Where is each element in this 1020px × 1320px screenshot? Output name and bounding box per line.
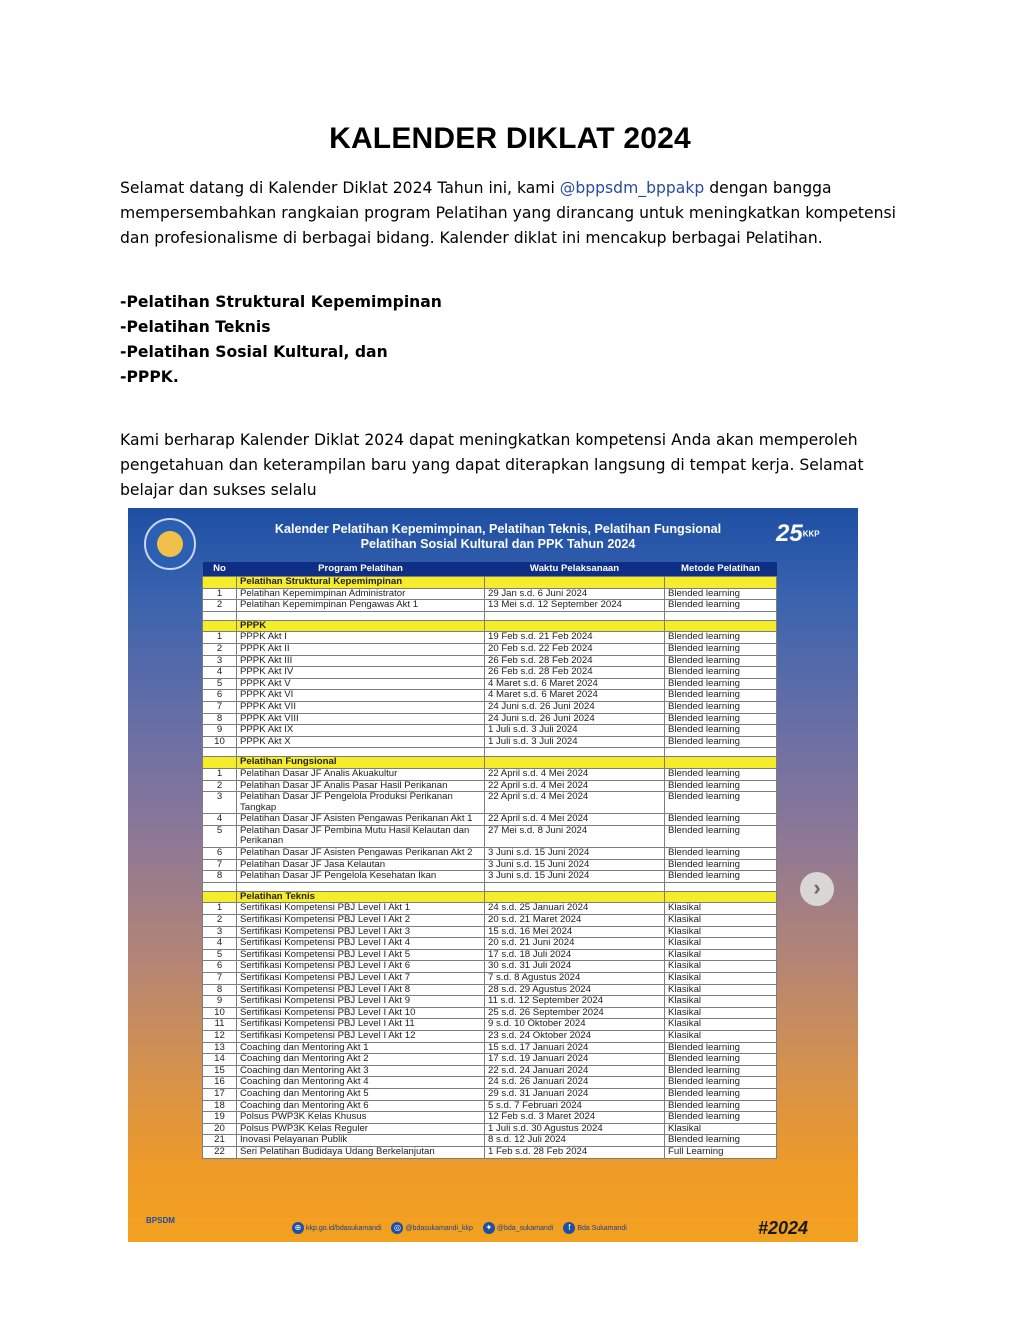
spacer-cell [237,748,485,757]
instagram-link[interactable]: @bdasukamandi_kkp [405,1224,473,1232]
program-name: Pelatihan Kepemimpinan Pengawas Akt 1 [237,600,485,612]
table-row [203,949,777,961]
section-header-row [203,620,777,632]
row-number: 8 [203,713,237,725]
table-row [203,713,777,725]
row-number: 8 [203,871,237,883]
spacer-cell [485,748,665,757]
table-row [203,1088,777,1100]
spacer-row [203,748,777,757]
row-number: 7 [203,701,237,713]
anniversary-25-logo [776,522,820,547]
schedule-date: 23 s.d. 24 Oktober 2024 [485,1030,665,1042]
section-cell [665,757,777,769]
training-method: Blended learning [665,768,777,780]
row-number: 3 [203,926,237,938]
training-method: Klasikal [665,949,777,961]
instagram-mention-link[interactable]: @bppsdm_bppakp [559,179,705,197]
table-row [203,1065,777,1077]
training-method: Blended learning [665,690,777,702]
program-name: Pelatihan Kepemimpinan Administrator [237,588,485,600]
row-number: 14 [203,1054,237,1066]
row-number: 12 [203,1030,237,1042]
program-name: Sertifikasi Kompetensi PBJ Level I Akt 8 [237,984,485,996]
training-method: Full Learning [665,1146,777,1158]
kkp-logo-icon [144,518,196,570]
intro-text-before: Selamat datang di Kalender Diklat 2024 Tahun ini, kami [120,179,560,197]
program-name: Pelatihan Dasar JF Pembina Mutu Hasil Kelautan dan Perikanan [237,825,485,847]
program-name: Pelatihan Dasar JF Jasa Kelautan [237,859,485,871]
anniversary-number: 25 [776,520,803,547]
training-method: Klasikal [665,938,777,950]
training-method: Klasikal [665,984,777,996]
table-row [203,973,777,985]
training-method: Blended learning [665,871,777,883]
table-row [203,1042,777,1054]
program-name: PPPK Akt II [237,643,485,655]
table-row [203,996,777,1008]
training-method: Blended learning [665,701,777,713]
spacer-row [203,882,777,891]
training-method: Blended learning [665,1065,777,1077]
table-row [203,678,777,690]
section-header-row [203,891,777,903]
training-method: Blended learning [665,792,777,814]
training-method: Blended learning [665,736,777,748]
spacer-cell [203,882,237,891]
program-name: PPPK Akt IX [237,725,485,737]
program-name: Coaching dan Mentoring Akt 2 [237,1054,485,1066]
program-name: Coaching dan Mentoring Akt 1 [237,1042,485,1054]
spacer-cell [203,748,237,757]
row-number: 7 [203,973,237,985]
row-number: 4 [203,938,237,950]
program-name: PPPK Akt III [237,655,485,667]
program-name: Sertifikasi Kompetensi PBJ Level I Akt 9 [237,996,485,1008]
program-name: PPPK Akt X [237,736,485,748]
training-method: Blended learning [665,1054,777,1066]
table-row [203,780,777,792]
training-method: Blended learning [665,643,777,655]
row-number: 2 [203,780,237,792]
intro-paragraph [120,176,910,251]
table-row [203,643,777,655]
training-method: Blended learning [665,848,777,860]
row-number: 1 [203,632,237,644]
table-row [203,926,777,938]
poster-heading-line1: Kalender Pelatihan Kepemimpinan, Pelatihan Teknis, Pelatihan Fungsional [274,522,722,536]
schedule-date: 27 Mei s.d. 8 Juni 2024 [485,825,665,847]
row-number: 20 [203,1123,237,1135]
row-number: 5 [203,949,237,961]
table-row [203,1007,777,1019]
table-row [203,588,777,600]
schedule-date: 22 April s.d. 4 Mei 2024 [485,814,665,826]
training-method: Blended learning [665,600,777,612]
section-cell [203,891,237,903]
schedule-date: 17 s.d. 19 Januari 2024 [485,1054,665,1066]
program-name: PPPK Akt VI [237,690,485,702]
table-row [203,690,777,702]
program-name: Sertifikasi Kompetensi PBJ Level I Akt 7 [237,973,485,985]
training-method: Blended learning [665,825,777,847]
schedule-date: 5 s.d. 7 Februari 2024 [485,1100,665,1112]
training-method: Blended learning [665,1042,777,1054]
training-method: Klasikal [665,961,777,973]
section-title: Pelatihan Struktural Kepemimpinan [237,577,485,589]
schedule-date: 15 s.d. 17 Januari 2024 [485,1042,665,1054]
schedule-date: 22 April s.d. 4 Mei 2024 [485,792,665,814]
table-row [203,1100,777,1112]
column-header-program: Program Pelatihan [237,562,485,577]
table-row [203,961,777,973]
training-method: Blended learning [665,713,777,725]
chevron-right-icon: › [813,875,821,900]
program-name: Coaching dan Mentoring Akt 6 [237,1100,485,1112]
spacer-cell [237,611,485,620]
program-name: Seri Pelatihan Budidaya Udang Berkelanjutan [237,1146,485,1158]
schedule-date: 22 April s.d. 4 Mei 2024 [485,768,665,780]
schedule-date: 11 s.d. 12 September 2024 [485,996,665,1008]
row-number: 18 [203,1100,237,1112]
section-cell [485,891,665,903]
row-number: 15 [203,1065,237,1077]
schedule-date: 7 s.d. 8 Agustus 2024 [485,973,665,985]
row-number: 5 [203,825,237,847]
schedule-date: 29 s.d. 31 Januari 2024 [485,1088,665,1100]
row-number: 4 [203,667,237,679]
table-row [203,1123,777,1135]
program-name: Pelatihan Dasar JF Asisten Pengawas Perikanan Akt 1 [237,814,485,826]
row-number: 2 [203,643,237,655]
table-row [203,1077,777,1089]
social-links [284,1222,627,1234]
row-number: 6 [203,848,237,860]
program-list-item: -PPPK. [120,368,179,386]
table-row [203,848,777,860]
program-name: Sertifikasi Kompetensi PBJ Level I Akt 2 [237,915,485,927]
schedule-date: 20 Feb s.d. 22 Feb 2024 [485,643,665,655]
table-row [203,1146,777,1158]
spacer-cell [485,882,665,891]
training-method: Blended learning [665,667,777,679]
table-row [203,725,777,737]
program-name: Pelatihan Dasar JF Analis Akuakultur [237,768,485,780]
training-method: Blended learning [665,814,777,826]
section-cell [665,891,777,903]
row-number: 13 [203,1042,237,1054]
schedule-date: 15 s.d. 16 Mei 2024 [485,926,665,938]
schedule-date: 1 Juli s.d. 3 Juli 2024 [485,736,665,748]
schedule-date: 3 Juni s.d. 15 Juni 2024 [485,871,665,883]
schedule-date: 24 s.d. 25 Januari 2024 [485,903,665,915]
table-row [203,1054,777,1066]
table-row [203,825,777,847]
row-number: 10 [203,1007,237,1019]
table-row [203,938,777,950]
schedule-date: 1 Juli s.d. 3 Juli 2024 [485,725,665,737]
program-name: Polsus PWP3K Kelas Reguler [237,1123,485,1135]
row-number: 6 [203,961,237,973]
training-method: Blended learning [665,1135,777,1147]
program-name: PPPK Akt IV [237,667,485,679]
facebook-icon: f [563,1222,575,1234]
calendar-table-body [203,577,777,1159]
spacer-cell [203,611,237,620]
table-row [203,667,777,679]
schedule-date: 4 Maret s.d. 6 Maret 2024 [485,690,665,702]
schedule-date: 9 s.d. 10 Oktober 2024 [485,1019,665,1031]
poster-heading-line2: Pelatihan Sosial Kultural dan PPK Tahun 2024 [360,537,636,551]
training-method: Blended learning [665,1112,777,1124]
schedule-date: 24 Juni s.d. 26 Juni 2024 [485,713,665,725]
program-name: Pelatihan Dasar JF Analis Pasar Hasil Perikanan [237,780,485,792]
schedule-date: 24 Juni s.d. 26 Juni 2024 [485,701,665,713]
program-name: Sertifikasi Kompetensi PBJ Level I Akt 5 [237,949,485,961]
table-row [203,768,777,780]
section-cell [665,620,777,632]
table-row [203,814,777,826]
training-method: Klasikal [665,903,777,915]
row-number: 22 [203,1146,237,1158]
spacer-cell [237,882,485,891]
training-method: Klasikal [665,926,777,938]
row-number: 2 [203,600,237,612]
row-number: 1 [203,768,237,780]
section-cell [485,577,665,589]
instagram-icon: ◎ [391,1222,403,1234]
training-method: Blended learning [665,655,777,667]
column-header-metode: Metode Pelatihan [665,562,777,577]
calendar-table [202,562,777,1159]
program-name: PPPK Akt I [237,632,485,644]
row-number: 7 [203,859,237,871]
program-name: Pelatihan Dasar JF Pengelola Kesehatan Ikan [237,871,485,883]
schedule-date: 3 Juni s.d. 15 Juni 2024 [485,848,665,860]
schedule-date: 29 Jan s.d. 6 Juni 2024 [485,588,665,600]
section-header-row [203,757,777,769]
schedule-date: 1 Juli s.d. 30 Agustus 2024 [485,1123,665,1135]
row-number: 4 [203,814,237,826]
row-number: 19 [203,1112,237,1124]
program-list [120,290,442,390]
program-name: Coaching dan Mentoring Akt 3 [237,1065,485,1077]
calendar-poster-image [128,508,858,1242]
section-cell [665,577,777,589]
training-method: Blended learning [665,1077,777,1089]
row-number: 1 [203,588,237,600]
twitter-icon: ✦ [483,1222,495,1234]
row-number: 1 [203,903,237,915]
training-method: Blended learning [665,1100,777,1112]
globe-icon: ⊕ [292,1222,304,1234]
row-number: 8 [203,984,237,996]
program-name: Polsus PWP3K Kelas Khusus [237,1112,485,1124]
row-number: 11 [203,1019,237,1031]
training-method: Blended learning [665,1088,777,1100]
schedule-date: 19 Feb s.d. 21 Feb 2024 [485,632,665,644]
row-number: 17 [203,1088,237,1100]
training-method: Klasikal [665,1123,777,1135]
table-row [203,655,777,667]
schedule-date: 3 Juni s.d. 15 Juni 2024 [485,859,665,871]
table-header-row [203,562,777,577]
closing-paragraph: Kami berharap Kalender Diklat 2024 dapat meningkatkan kompetensi Anda akan memperoleh pengetahuan dan keterampilan baru yang dapat diterapkan langsung di tempat kerja. Selamat belajar dan sukses selalu [120,431,864,499]
spacer-row [203,611,777,620]
table-row [203,903,777,915]
schedule-date: 17 s.d. 18 Juli 2024 [485,949,665,961]
training-method: Blended learning [665,725,777,737]
training-method: Klasikal [665,1030,777,1042]
spacer-cell [665,748,777,757]
table-row [203,1019,777,1031]
program-name: Sertifikasi Kompetensi PBJ Level I Akt 11 [237,1019,485,1031]
table-row [203,1112,777,1124]
training-method: Blended learning [665,588,777,600]
training-method: Blended learning [665,678,777,690]
section-cell [485,757,665,769]
section-cell [203,620,237,632]
row-number: 3 [203,792,237,814]
twitter-link[interactable]: @bda_sukamandi [496,1224,554,1232]
schedule-date: 20 s.d. 21 Maret 2024 [485,915,665,927]
row-number: 6 [203,690,237,702]
section-title: PPPK [237,620,485,632]
program-name: Sertifikasi Kompetensi PBJ Level I Akt 6 [237,961,485,973]
training-method: Klasikal [665,996,777,1008]
schedule-date: 12 Feb s.d. 3 Maret 2024 [485,1112,665,1124]
section-cell [203,757,237,769]
program-name: Pelatihan Dasar JF Pengelola Produksi Perikanan Tangkap [237,792,485,814]
program-name: PPPK Akt VIII [237,713,485,725]
table-row [203,736,777,748]
program-name: Coaching dan Mentoring Akt 5 [237,1088,485,1100]
schedule-date: 1 Feb s.d. 28 Feb 2024 [485,1146,665,1158]
row-number: 3 [203,655,237,667]
schedule-date: 8 s.d. 12 Juli 2024 [485,1135,665,1147]
section-header-row [203,577,777,589]
program-name: Sertifikasi Kompetensi PBJ Level I Akt 12 [237,1030,485,1042]
schedule-date: 22 s.d. 24 Januari 2024 [485,1065,665,1077]
program-name: Coaching dan Mentoring Akt 4 [237,1077,485,1089]
training-method: Klasikal [665,973,777,985]
page-title: KALENDER DIKLAT 2024 [329,122,691,155]
anniversary-kkp-label: KKP [802,529,820,539]
poster-footer [128,1214,858,1242]
schedule-date: 25 s.d. 26 September 2024 [485,1007,665,1019]
row-number: 2 [203,915,237,927]
column-header-no: No [203,562,237,577]
row-number: 9 [203,725,237,737]
section-title: Pelatihan Teknis [237,891,485,903]
training-method: Klasikal [665,1007,777,1019]
program-name: Pelatihan Dasar JF Asisten Pengawas Perikanan Akt 2 [237,848,485,860]
schedule-date: 26 Feb s.d. 28 Feb 2024 [485,667,665,679]
training-method: Blended learning [665,632,777,644]
column-header-waktu: Waktu Pelaksanaan [485,562,665,577]
program-name: Sertifikasi Kompetensi PBJ Level I Akt 4 [237,938,485,950]
schedule-date: 22 April s.d. 4 Mei 2024 [485,780,665,792]
program-list-item: -Pelatihan Sosial Kultural, dan [120,343,388,361]
section-cell [485,620,665,632]
program-list-item: -Pelatihan Struktural Kepemimpinan [120,293,442,311]
training-method: Blended learning [665,780,777,792]
next-slide-button[interactable] [800,872,834,906]
program-name: PPPK Akt VII [237,701,485,713]
program-name: Sertifikasi Kompetensi PBJ Level I Akt 1 [237,903,485,915]
training-method: Klasikal [665,1019,777,1031]
training-method: Blended learning [665,859,777,871]
program-list-item: -Pelatihan Teknis [120,318,271,336]
bpsdm-logo: BPSDM [146,1216,175,1225]
table-row [203,915,777,927]
poster-heading [208,522,788,552]
intro-text-after: dengan bangga mempersembahkan rangkaian program Pelatihan yang dirancang untuk meningkatkan kompetensi dan profesionalisme di berbagai bidang. Kalender diklat ini mencakup berbagai Pelatihan. [120,179,896,247]
year-2024-badge: #2024 [758,1218,809,1238]
training-method: Klasikal [665,915,777,927]
row-number: 21 [203,1135,237,1147]
schedule-date: 26 Feb s.d. 28 Feb 2024 [485,655,665,667]
table-row [203,792,777,814]
row-number: 5 [203,678,237,690]
table-row [203,632,777,644]
facebook-link[interactable]: Bda Sukamandi [577,1224,627,1232]
program-name: Sertifikasi Kompetensi PBJ Level I Akt 10 [237,1007,485,1019]
schedule-date: 30 s.d. 31 Juli 2024 [485,961,665,973]
schedule-date: 28 s.d. 29 Agustus 2024 [485,984,665,996]
program-name: Inovasi Pelayanan Publik [237,1135,485,1147]
section-cell [203,577,237,589]
website-link[interactable]: kkp.go.id/bdasukamandi [306,1224,382,1232]
schedule-date: 20 s.d. 21 Juni 2024 [485,938,665,950]
schedule-date: 4 Maret s.d. 6 Maret 2024 [485,678,665,690]
table-row [203,600,777,612]
program-name: Sertifikasi Kompetensi PBJ Level I Akt 3 [237,926,485,938]
row-number: 9 [203,996,237,1008]
section-title: Pelatihan Fungsional [237,757,485,769]
spacer-cell [665,611,777,620]
table-row [203,1030,777,1042]
spacer-cell [665,882,777,891]
table-row [203,1135,777,1147]
schedule-date: 13 Mei s.d. 12 September 2024 [485,600,665,612]
row-number: 16 [203,1077,237,1089]
schedule-date: 24 s.d. 26 Januari 2024 [485,1077,665,1089]
program-name: PPPK Akt V [237,678,485,690]
table-row [203,871,777,883]
table-row [203,859,777,871]
table-row [203,984,777,996]
table-row [203,701,777,713]
row-number: 10 [203,736,237,748]
spacer-cell [485,611,665,620]
